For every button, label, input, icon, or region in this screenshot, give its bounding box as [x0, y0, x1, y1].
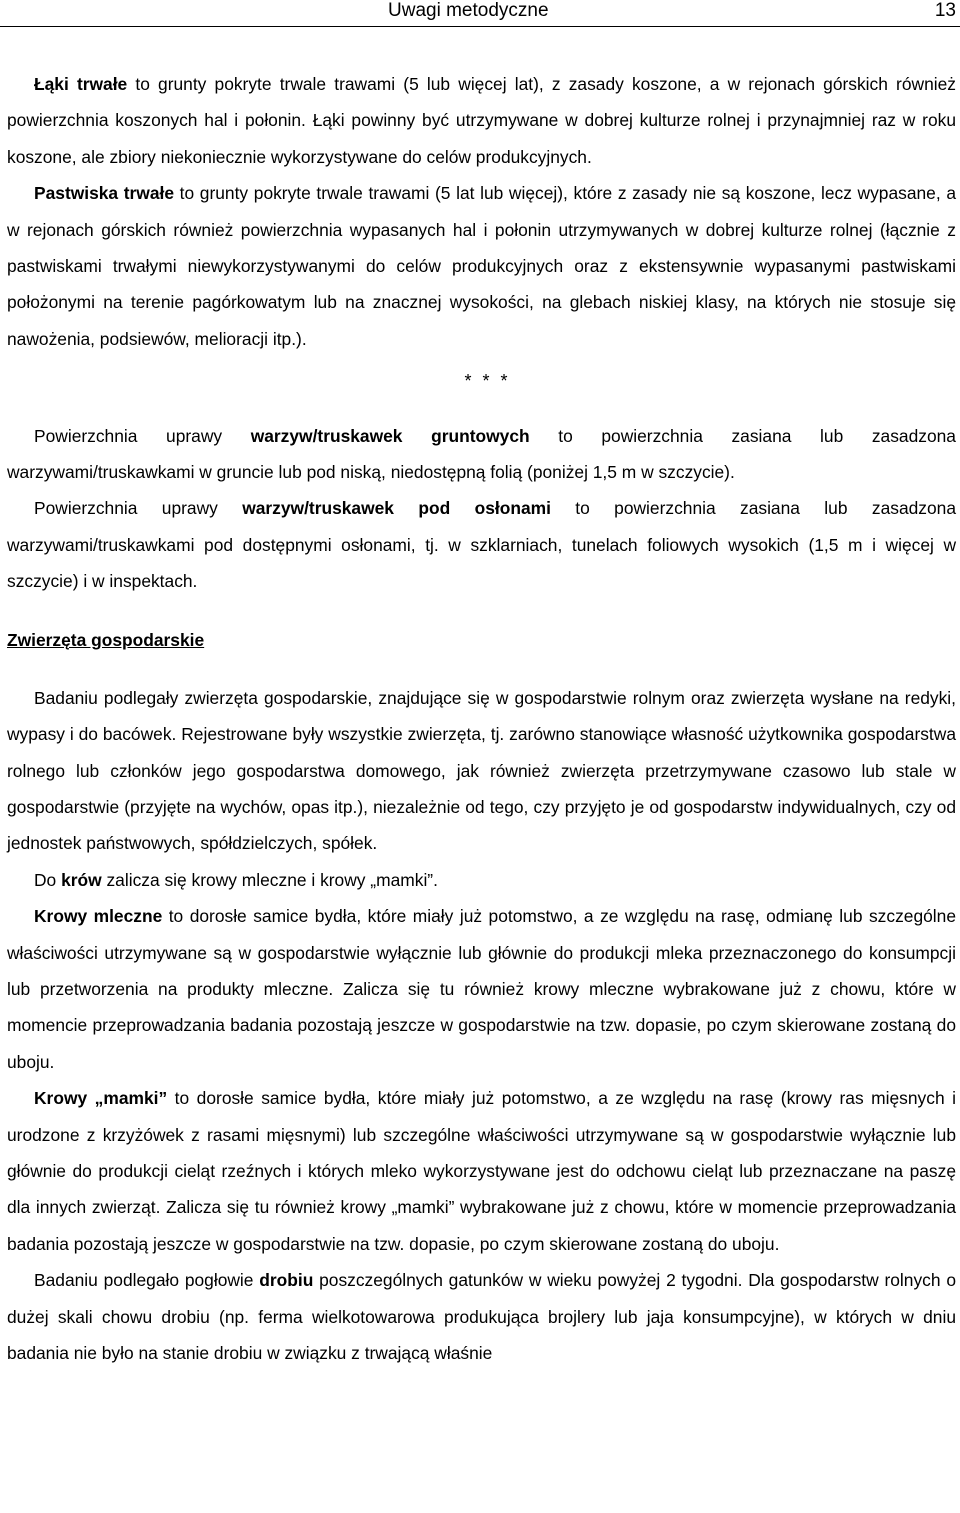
paragraph-text: Badaniu podlegało pogłowie: [34, 1270, 260, 1291]
paragraph-text: Powierzchnia uprawy: [34, 425, 251, 446]
page-number: 13: [934, 0, 956, 21]
paragraph-text: Powierzchnia uprawy: [34, 498, 243, 519]
paragraph-text: to dorosłe samice bydła, które miały już potomstwo, a ze względu na rasę, odmianę lub szczególne właściwości utrzymywane są w gospodarstwie wyłącznie lub głównie do produkcji mleka przeznaczonego do konsumpcji lub przetworzenia na produkty mleczne. Zalicza się tu również krowy mleczne wybrakowane już z chowu, które w momencie przeprowadzania badania pozostają jeszcze w gospodarstwie na tzw. dopasie, po czym skierowane zostaną do uboju.: [7, 906, 956, 1072]
paragraph-drob: [7, 1262, 956, 1371]
term-krowy-mamki: Krowy „mamki”: [34, 1088, 168, 1109]
term-krowy-mleczne: Krowy mleczne: [34, 906, 163, 927]
term-pastwiska-trwale: Pastwiska trwałe: [34, 183, 175, 204]
term-drobiu: drobiu: [259, 1270, 314, 1291]
paragraph-krowy: [7, 862, 956, 898]
paragraph-warzywa-pod-oslonami: [7, 490, 956, 599]
paragraph-text: to powierzchnia zasiana lub zasadzona warzywami/truskawkami pod dostępnymi osłonami, tj. w szklarniach, tunelach foliowych wysokich (1,5 m i więcej w szczycie) i w inspektach.: [7, 498, 956, 592]
paragraph-text: to powierzchnia zasiana lub zasadzona warzywami/truskawkami w gruncie lub pod niską, niedostępną folią (poniżej 1,5 m w szczycie).: [7, 425, 956, 483]
section-separator: * * *: [464, 371, 511, 392]
paragraph-text: Badaniu podlegały zwierzęta gospodarskie, znajdujące się w gospodarstwie rolnym oraz zwierzęta wysłane na redyki, wypasy i do bacówek. Rejestrowane były wszystkie zwierzęta, tj. zarówno stanowiące własność użytkownika gospodarstwa rolnego lub członków jego gospodarstwa domowego, jak również zwierzęta przetrzymywane czasowo lub stale w gospodarstwie (przyjęte na wychów, opas itp.), niezależnie od tego, czy przyjęto je od gospodarstw indywidualnych, czy od jednostek państwowych, spółdzielczych, spółek.: [7, 687, 956, 854]
paragraph-text: to dorosłe samice bydła, które miały już potomstwo, a ze względu na rasę (krowy ras mięsnych i urodzone z krzyżówek z rasami mięsnymi) lub szczególne właściwości utrzymywane są w gospodarstwie wyłącznie lub głównie do produkcji cieląt rzeźnych i których mleko wykorzystywane jest do odchowu cieląt lub przeznaczane na paszę dla innych zwierząt. Zalicza się tu również krowy „mamki” wybrakowane już z chowu, które w momencie przeprowadzania badania pozostają jeszcze w gospodarstwie na tzw. dopasie, po czym skierowane zostaną do uboju.: [7, 1088, 956, 1254]
paragraph-pastwiska-trwale: [7, 175, 956, 357]
header-title: Uwagi metodyczne: [388, 0, 549, 21]
page-header: [0, 0, 960, 27]
paragraph-text: zalicza się krowy mleczne i krowy „mamki”.: [101, 869, 438, 890]
paragraph-warzywa-gruntowe: [7, 418, 956, 491]
paragraph-laki-trwale: [7, 66, 956, 175]
document-body: [7, 66, 956, 1371]
paragraph-text: to grunty pokryte trwale trawami (5 lat lub więcej), które z zasady nie są koszone, lecz wypasane, a w rejonach górskich również powierzchnia wypasanych hal i połonin utrzymywanych w dobrej kulturze rolnej (łącznie z pastwiskami trwałymi niewykorzystywanymi do celów produkcyjnych oraz z ekstensywnie wypasanymi pastwiskami położonymi na terenie pagórkowatym lub na znacznej wysokości, na glebach niskiej klasy, na których nie stosuje się nawożenia, podsiewów, melioracji itp.).: [7, 183, 957, 349]
paragraph-text: to grunty pokryte trwale trawami (5 lub więcej lat), z zasady koszone, a w rejonach górskich również powierzchnia koszonych hal i połonin. Łąki powinny być utrzymywane w dobrej kulturze rolnej i przynajmniej raz w roku koszone, ale zbiory niekoniecznie wykorzystywane do celów produkcyjnych.: [7, 74, 956, 167]
term-krow: krów: [61, 869, 102, 890]
section-heading: Zwierzęta gospodarskie: [7, 629, 205, 650]
paragraph-text: poszczególnych gatunków w wieku powyżej 2 tygodni. Dla gospodarstw rolnych o dużej skali chowu drobiu (np. ferma wielkotowarowa produkująca brojlery lub jaja konsumpcyjne), w których w dniu badania nie było na stanie drobiu w związku z trwającą właśnie: [7, 1270, 956, 1363]
paragraph-krowy-mleczne: [7, 898, 956, 1080]
term-warzywa-gruntowe: warzyw/truskawek gruntowych: [250, 425, 530, 446]
term-laki-trwale: Łąki trwałe: [34, 74, 128, 94]
paragraph-zwierzeta-intro: [7, 680, 956, 862]
paragraph-krowy-mamki: [7, 1080, 956, 1262]
term-warzywa-pod-oslonami: warzyw/truskawek pod osłonami: [242, 498, 551, 519]
paragraph-text: Do: [34, 869, 62, 890]
